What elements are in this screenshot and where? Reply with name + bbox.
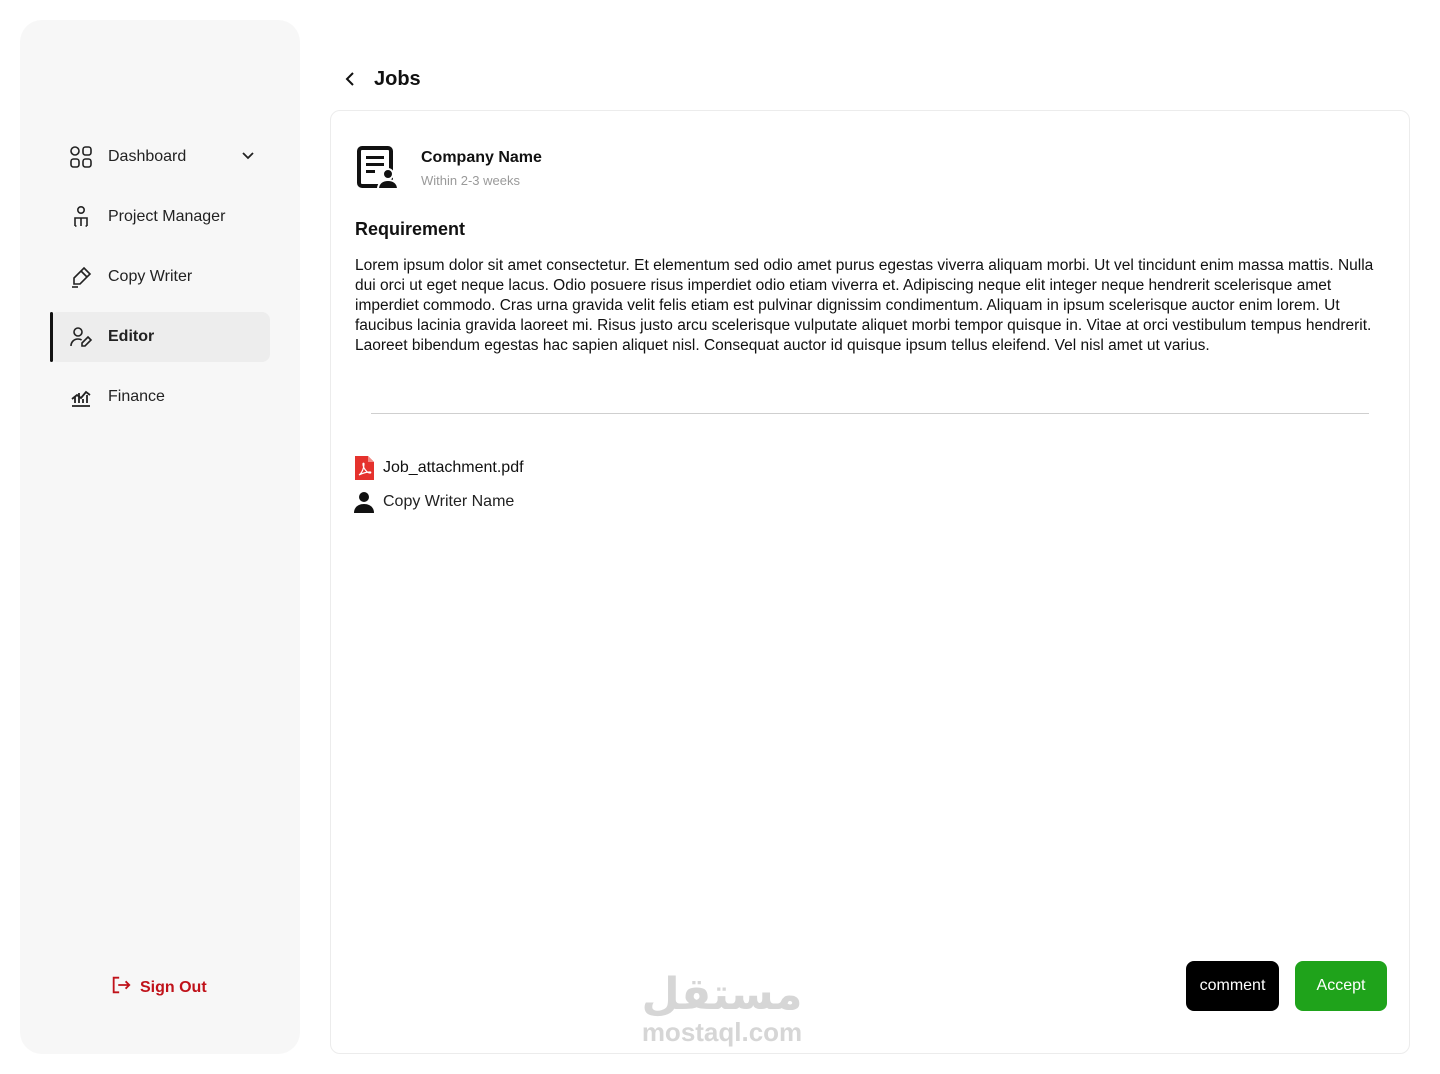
pen-icon <box>68 264 94 290</box>
sidebar-item-copy-writer[interactable] <box>50 252 270 302</box>
user-icon <box>353 491 375 513</box>
company-name: Company Name <box>421 148 542 166</box>
user-org-icon <box>68 204 94 230</box>
assigned-writer <box>353 491 514 513</box>
sidebar-nav <box>50 132 270 432</box>
back-button[interactable] <box>340 66 360 92</box>
pdf-file-icon <box>353 455 375 481</box>
job-timeline: Within 2-3 weeks <box>421 172 520 188</box>
sidebar-item-project-manager[interactable] <box>50 192 270 242</box>
sidebar-item-label: Dashboard <box>108 148 187 165</box>
signout-button[interactable] <box>110 974 207 1001</box>
comment-button[interactable]: comment <box>1186 961 1279 1011</box>
sidebar-item-label: Project Manager <box>108 208 226 225</box>
divider <box>371 413 1369 414</box>
chevron-down-icon[interactable] <box>240 147 256 168</box>
sidebar-item-label: Editor <box>108 328 155 345</box>
sidebar-item-label: Copy Writer <box>108 268 193 285</box>
logout-icon <box>110 974 132 1001</box>
page-header <box>340 66 421 92</box>
document-user-icon <box>355 145 401 191</box>
sidebar-item-dashboard[interactable] <box>50 132 270 182</box>
chevron-left-icon <box>343 71 357 87</box>
user-edit-icon <box>68 324 94 350</box>
signout-label: Sign Out <box>140 978 207 996</box>
company-info <box>355 145 542 191</box>
attachment-name: Job_attachment.pdf <box>383 459 524 476</box>
accept-button[interactable]: Accept <box>1295 961 1387 1011</box>
chart-icon <box>68 384 94 410</box>
sidebar <box>20 20 300 1054</box>
requirement-text: Lorem ipsum dolor sit amet consectetur. Et elementum sed odio amet purus egestas viverra aliquam morbi. Ut vel tincidunt enim massa mattis. Nulla dui orci ut eget neque lacus. Odio posuere risus imperdiet odio etiam viverra et. Adipiscing neque elit integer neque hendrerit scelerisque amet imperdiet commodo. Cras urna gravida velit felis etiam est pulvinar dignissim condimentum. Aliquam in ipsum scelerisque auctor enim lorem. Ut faucibus lacinia gravida laoreet mi. Risus justo arcu scelerisque vulputate aliquet morbi tempor quisque in. Vitae at orci vestibulum tempus hendrerit. Laoreet bibendum egestas hac sapien aliquet nisl. Consequat auctor id quisque ipsum tellus eleifend. Vel nisl amet ut varius. <box>355 257 1374 354</box>
sidebar-item-label: Finance <box>108 388 165 405</box>
requirement-heading: Requirement <box>355 219 466 239</box>
dashboard-grid-icon <box>68 144 94 170</box>
sidebar-item-finance[interactable] <box>50 372 270 422</box>
watermark-arabic: مستقل <box>641 969 803 1020</box>
attachment-link[interactable] <box>353 455 524 481</box>
job-card <box>330 110 1410 1054</box>
watermark-latin: mostaql.com <box>641 1017 803 1047</box>
sidebar-item-editor[interactable] <box>50 312 270 362</box>
writer-name: Copy Writer Name <box>383 493 515 510</box>
page-title: Jobs <box>374 67 421 90</box>
